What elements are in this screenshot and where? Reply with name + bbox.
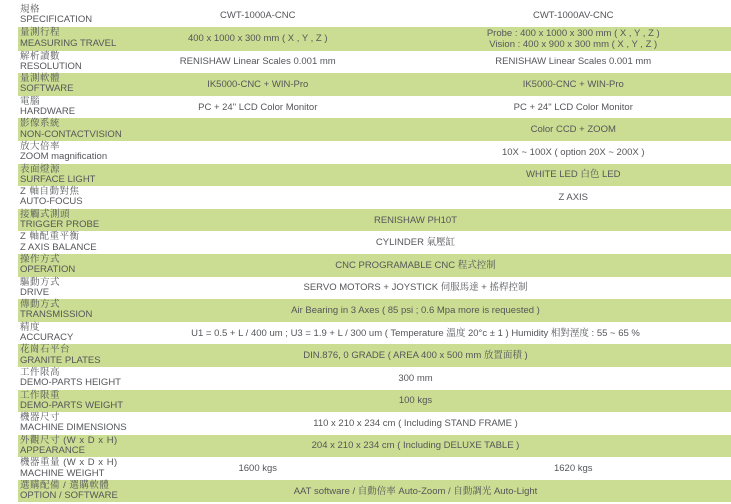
value-cell-col1 <box>100 457 416 480</box>
value-cell-col1 <box>100 4 416 27</box>
row-label-en: SOFTWARE <box>20 83 74 95</box>
value-cell-col1 <box>100 51 416 74</box>
spec-row <box>18 209 731 232</box>
row-label-en: SURFACE LIGHT <box>20 173 96 185</box>
value-cell-col1 <box>100 73 416 96</box>
row-label <box>18 299 100 322</box>
value-line: IK5000-CNC + WIN-Pro <box>522 78 624 90</box>
row-label-en: ACCURACY <box>20 332 74 344</box>
spec-row <box>18 390 731 413</box>
value-line: DIN.876, 0 GRADE ( AREA 400 x 500 mm 放置面積 ) <box>303 350 528 362</box>
value-cell-span <box>100 412 731 435</box>
row-label-en: AUTO-FOCUS <box>20 196 83 208</box>
spec-row <box>18 51 731 74</box>
spec-row <box>18 4 731 27</box>
row-label <box>18 231 100 254</box>
value-cell-col2 <box>416 186 731 209</box>
value-line: 204 x 210 x 234 cm ( Including DELUXE TABLE ) <box>311 440 520 452</box>
row-label <box>18 344 100 367</box>
spec-row <box>18 27 731 51</box>
spec-row <box>18 457 731 480</box>
spec-row <box>18 73 731 96</box>
row-label-en: APPEARANCE <box>20 444 85 456</box>
row-label <box>18 140 108 164</box>
row-label-en: TRANSMISSION <box>20 309 93 321</box>
value-line: AAT software / 自動倍率 Auto-Zoom / 自動調光 Auto-Light <box>293 485 538 497</box>
value-cell-col2 <box>416 27 731 51</box>
row-label-en: NON-CONTACTVISION <box>20 128 122 140</box>
value-line: Air Bearing in 3 Axes ( 85 psi ; 0.6 Mpa more is requested ) <box>291 304 540 316</box>
row-label <box>18 164 100 187</box>
value-line: U1 = 0.5 + L / 400 um ; U3 = 1.9 + L / 300 um ( Temperature 溫度 20°c ± 1 ) Humidity 相對溼度 : 55 ~ 65 % <box>191 327 640 339</box>
value-cell-col1 <box>100 186 416 209</box>
row-label <box>18 322 100 345</box>
spec-row <box>18 186 731 209</box>
row-label-zh: 操作方式 <box>20 253 61 265</box>
spec-row <box>18 96 731 119</box>
row-label-en: SPECIFICATION <box>20 14 93 26</box>
row-label-zh: 量測軟體 <box>20 73 61 85</box>
row-label-en: MACHINE DIMENSIONS <box>20 422 127 434</box>
value-line: Color CCD + ZOOM <box>530 124 616 136</box>
row-label-en: DEMO-PARTS HEIGHT <box>20 377 121 389</box>
spec-row <box>18 164 731 187</box>
row-label-en: DEMO-PARTS WEIGHT <box>20 399 124 411</box>
value-cell-col2 <box>416 4 731 27</box>
value-cell-col2 <box>416 73 731 96</box>
row-label-en: Z AXIS BALANCE <box>20 241 97 253</box>
value-line: 1600 kgs <box>238 463 278 475</box>
row-label-zh: 花崗石平台 <box>20 344 71 356</box>
spec-row <box>18 322 731 345</box>
row-label <box>18 412 127 435</box>
row-label-zh: 工作限重 <box>20 389 61 401</box>
value-cell-col2 <box>416 96 731 119</box>
row-label-zh: 電腦 <box>20 95 41 107</box>
row-label-zh: 影像系統 <box>20 118 61 130</box>
value-cell-span <box>100 299 731 322</box>
spec-row <box>18 141 731 164</box>
row-label-zh: 精度 <box>20 321 41 333</box>
row-label-zh: 表面燈源 <box>20 163 61 175</box>
row-label-zh: 工件限高 <box>20 366 61 378</box>
value-cell-col2 <box>416 118 731 141</box>
value-line: CWT-1000AV-CNC <box>532 9 614 21</box>
row-label-zh: 驅動方式 <box>20 276 61 288</box>
value-cell-span <box>100 231 731 254</box>
row-label <box>18 4 100 27</box>
row-label <box>18 118 122 141</box>
spec-row <box>18 435 731 458</box>
value-cell-col1 <box>100 141 416 164</box>
value-line: Z AXIS <box>558 191 589 203</box>
value-cell-col1 <box>100 164 416 187</box>
row-label <box>18 389 124 413</box>
row-label <box>18 254 100 277</box>
row-label-en: GRANITE PLATES <box>20 354 101 366</box>
spec-row <box>18 277 731 300</box>
row-label-en: MACHINE WEIGHT <box>20 467 105 479</box>
value-cell-span <box>100 344 731 367</box>
value-line: CYLINDER 氣壓缸 <box>375 237 456 249</box>
value-cell-col2 <box>416 51 731 74</box>
row-label-zh: Z 軸自動對焦 <box>20 186 80 198</box>
row-label-zh: 規格 <box>20 4 41 15</box>
value-cell-span <box>100 390 731 413</box>
value-line: Probe : 400 x 1000 x 300 mm ( X , Y , Z ) <box>486 27 660 39</box>
value-line: 10X ~ 100X ( option 20X ~ 200X ) <box>501 146 645 158</box>
row-label-en: ZOOM magnification <box>20 151 108 163</box>
spec-row <box>18 254 731 277</box>
row-label <box>18 96 100 119</box>
value-cell-col2 <box>416 457 731 480</box>
value-cell-col1 <box>100 96 416 119</box>
row-label-zh: 機器重量 (W x D x H) <box>20 457 118 469</box>
row-label <box>18 51 100 74</box>
row-label-en: HARDWARE <box>20 106 76 118</box>
value-line: RENISHAW Linear Scales 0.001 mm <box>179 56 336 68</box>
row-label-zh: 選購配備 / 選購軟體 <box>20 479 110 491</box>
row-label-zh: 解析讀數 <box>20 50 61 62</box>
value-line: CNC PROGRAMABLE CNC 程式控制 <box>335 259 496 271</box>
row-label <box>18 457 118 480</box>
value-cell-span <box>100 209 731 232</box>
value-line: RENISHAW PH10T <box>373 214 458 226</box>
spec-row <box>18 118 731 141</box>
value-line: 400 x 1000 x 300 mm ( X , Y , Z ) <box>187 33 328 45</box>
spec-row <box>18 299 731 322</box>
value-cell-span <box>100 480 731 503</box>
row-label-zh: 接觸式測頭 <box>20 208 71 220</box>
value-line: 300 mm <box>398 372 433 384</box>
value-cell-span <box>100 254 731 277</box>
row-label <box>18 73 100 96</box>
row-label <box>18 277 100 300</box>
value-cell-span <box>100 277 731 300</box>
row-label-zh: 外觀尺寸 (W x D x H) <box>20 434 118 446</box>
value-line: PC + 24" LCD Color Monitor <box>513 101 633 113</box>
spec-row <box>18 412 731 435</box>
row-label <box>18 209 100 232</box>
row-label-en: TRIGGER PROBE <box>20 219 100 231</box>
row-label-zh: 傳動方式 <box>20 299 61 311</box>
value-cell-col2 <box>416 141 731 164</box>
row-label-zh: 量測行程 <box>20 27 61 39</box>
value-cell-span <box>100 322 731 345</box>
value-line: 110 x 210 x 234 cm ( Including STAND FRAME ) <box>313 417 518 429</box>
row-label-en: MEASURING TRAVEL <box>20 37 117 49</box>
value-line: Vision : 400 x 900 x 300 mm ( X , Y , Z ) <box>489 38 658 50</box>
row-label-en: DRIVE <box>20 286 50 298</box>
spec-row <box>18 480 731 503</box>
row-label <box>18 479 118 503</box>
spec-row <box>18 231 731 254</box>
value-line: PC + 24" LCD Color Monitor <box>198 101 318 113</box>
spec-row <box>18 367 731 390</box>
value-cell-col1 <box>100 118 416 141</box>
value-cell-col1 <box>100 27 416 51</box>
row-label-zh: 機器尺寸 <box>20 412 61 424</box>
row-label-en: OPERATION <box>20 264 76 276</box>
value-line: RENISHAW Linear Scales 0.001 mm <box>495 56 652 68</box>
value-line: WHITE LED 白色 LED <box>526 169 621 181</box>
value-cell-span <box>100 367 731 390</box>
row-label-zh: 放大倍率 <box>20 140 61 152</box>
value-line: SERVO MOTORS + JOYSTICK 伺服馬達 + 搖桿控制 <box>303 282 528 294</box>
row-label-en: RESOLUTION <box>20 60 82 72</box>
value-line: IK5000-CNC + WIN-Pro <box>207 78 309 90</box>
row-label <box>18 186 100 209</box>
row-label-en: OPTION / SOFTWARE <box>20 490 118 502</box>
value-cell-span <box>100 435 731 458</box>
row-label <box>18 434 118 458</box>
row-label-zh: Z 軸配重平衡 <box>20 231 80 243</box>
row-label <box>18 27 117 51</box>
spec-row <box>18 344 731 367</box>
value-line: 100 kgs <box>398 395 433 407</box>
row-label <box>18 366 121 390</box>
value-line: 1620 kgs <box>553 463 593 475</box>
value-line: CWT-1000A-CNC <box>220 9 296 21</box>
value-cell-col2 <box>416 164 731 187</box>
